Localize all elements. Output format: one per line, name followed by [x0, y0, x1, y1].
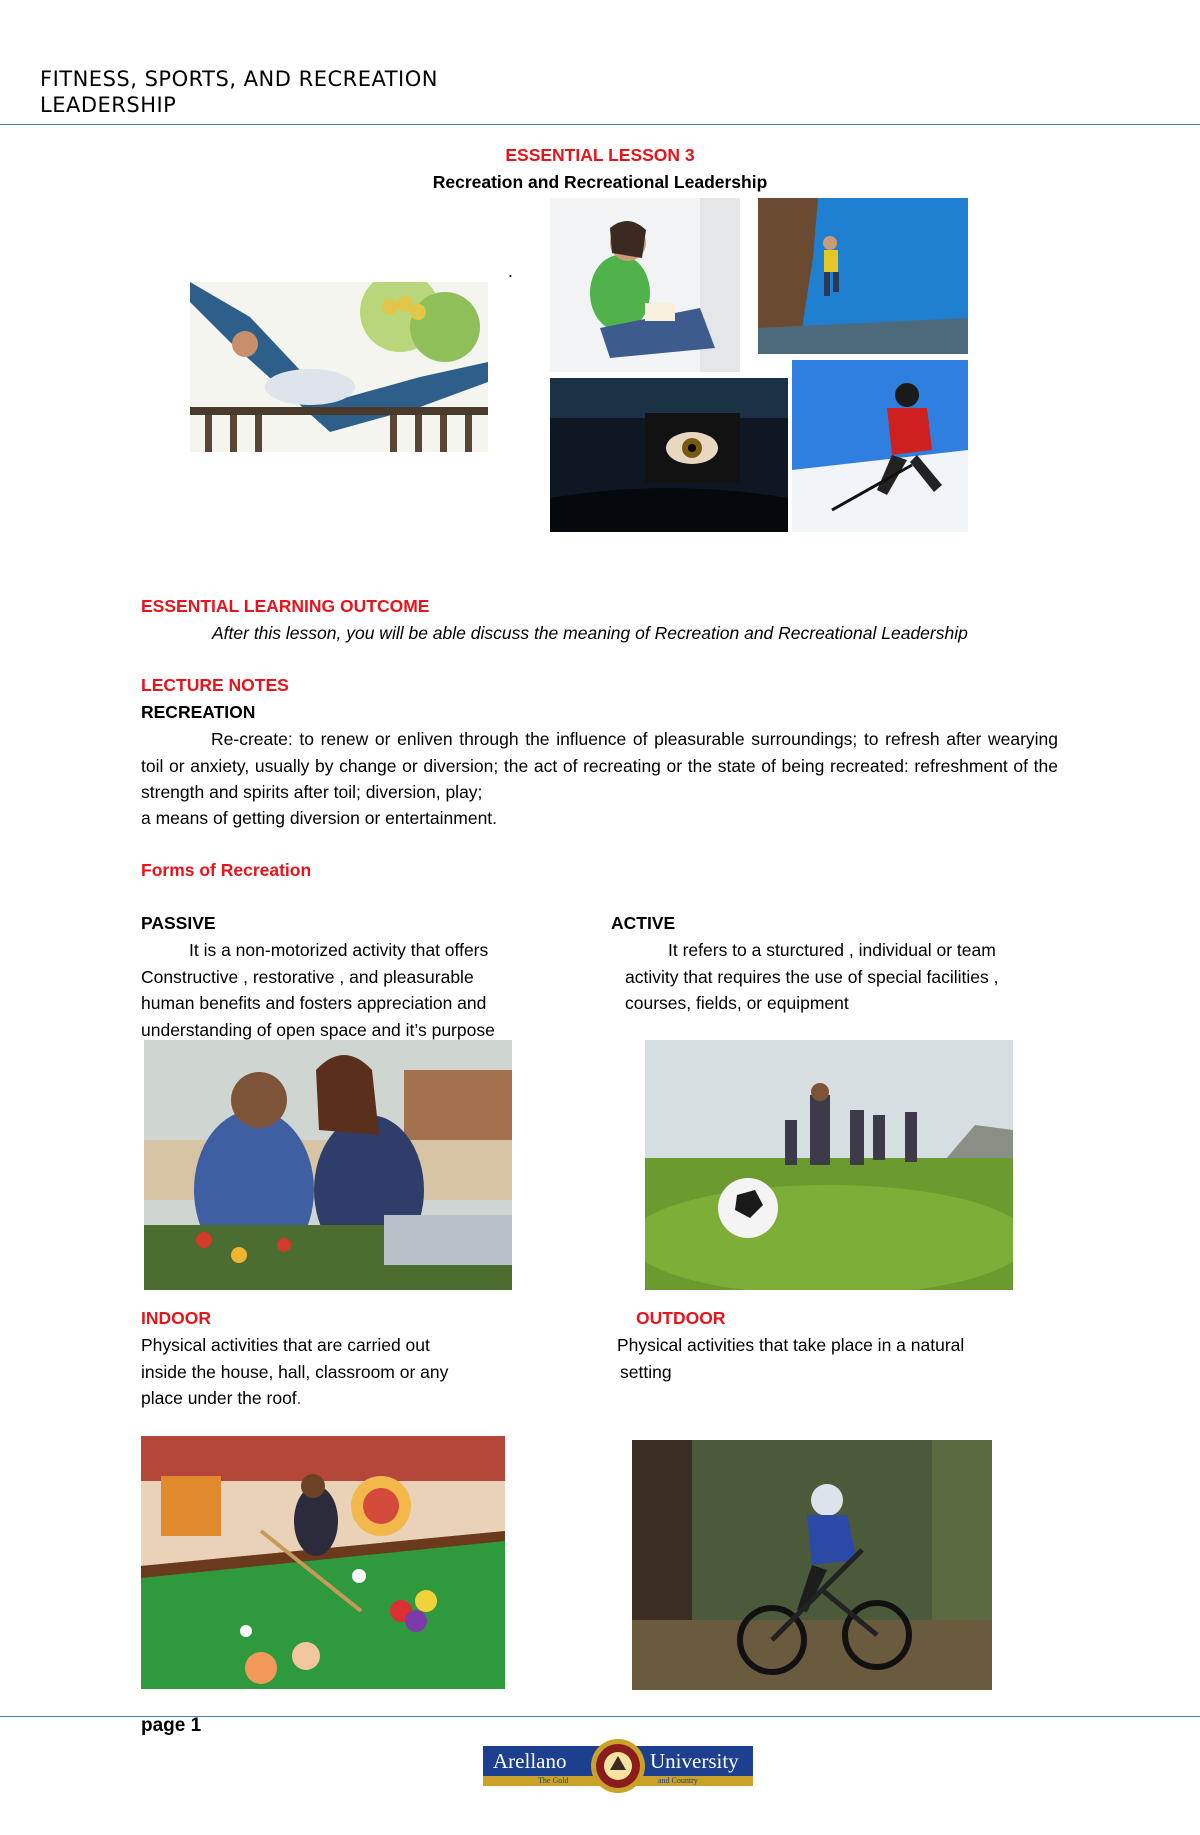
- lesson-label: ESSENTIAL LESSON 3: [505, 145, 695, 165]
- indoor-last-punct: .: [296, 1388, 302, 1408]
- outcome-heading: ESSENTIAL LEARNING OUTCOME: [141, 596, 430, 616]
- header-rule: [0, 124, 1200, 125]
- lecture-heading: LECTURE NOTES: [141, 675, 289, 695]
- billiards-photo: [141, 1436, 505, 1689]
- mountain-bike-photo: [632, 1440, 992, 1690]
- indoor-last-text: place under the roof: [141, 1388, 297, 1408]
- gardening-photo: [144, 1040, 512, 1290]
- passive-line: human benefits and fosters appreciation and: [141, 993, 487, 1013]
- passive-title: PASSIVE: [141, 913, 216, 933]
- logo-text-left: Arellano: [493, 1749, 567, 1773]
- outdoor-title: OUTDOOR: [636, 1308, 726, 1328]
- outdoor-description: [617, 1332, 1077, 1385]
- header-title-line2: LEADERSHIP: [40, 93, 177, 117]
- logo-text-right: University: [650, 1749, 739, 1773]
- indoor-line: inside the house, hall, classroom or any: [141, 1361, 449, 1382]
- cinema-photo: [550, 378, 788, 532]
- lesson-title: Recreation and Recreational Leadership: [432, 172, 768, 192]
- page-number: page 1: [141, 1715, 202, 1736]
- logo-tag-left: The Gold: [538, 1776, 569, 1785]
- logo-tag-right: and Country: [658, 1776, 698, 1785]
- football-field-photo: [645, 1040, 1013, 1290]
- hammock-photo: [190, 282, 488, 452]
- outdoor-line: Physical activities that take place in a natural: [617, 1335, 965, 1355]
- passive-line: Constructive , restorative , and pleasurable: [141, 966, 474, 987]
- document-header-title: [40, 66, 438, 118]
- active-title: ACTIVE: [611, 913, 676, 933]
- stray-dot: .: [508, 261, 513, 281]
- skier-photo: [792, 360, 968, 532]
- passive-description: [141, 937, 581, 1043]
- arellano-university-logo: [483, 1738, 753, 1794]
- recreation-paragraph: Re-create: to renew or enliven through the influence of pleasurable surroundings; to refresh after wearying toil or anxiety, usually by change or diversion; the act of recreating or the state of being recreated: refreshment of the strength and spirits after toil; diversion, play;: [141, 729, 1058, 802]
- active-line: courses, fields, or equipment: [625, 993, 849, 1013]
- indoor-description: [141, 1332, 581, 1412]
- indoor-line: Physical activities that are carried out: [141, 1335, 430, 1355]
- passive-line: It is a non-motorized activity that offers: [189, 940, 489, 960]
- rock-climber-photo: [758, 198, 968, 354]
- active-description: [625, 937, 1085, 1017]
- indoor-title: INDOOR: [141, 1308, 211, 1328]
- passive-line: understanding of open space and it’s purpose: [141, 1019, 495, 1040]
- outcome-text: After this lesson, you will be able discuss the meaning of Recreation and Recreational Leadership: [212, 623, 968, 643]
- recreation-subheading: RECREATION: [141, 702, 256, 722]
- recreation-paragraph-last: a means of getting diversion or entertainment.: [141, 808, 498, 828]
- forms-heading: Forms of Recreation: [141, 860, 312, 880]
- header-title-line1: FITNESS, SPORTS, AND RECREATION: [40, 67, 438, 91]
- outdoor-line: setting: [620, 1361, 672, 1382]
- active-line: It refers to a sturctured , individual or team: [668, 940, 996, 960]
- reading-woman-photo: [550, 198, 740, 372]
- active-line: activity that requires the use of special facilities ,: [625, 966, 999, 987]
- indoor-line-last: [141, 1385, 581, 1412]
